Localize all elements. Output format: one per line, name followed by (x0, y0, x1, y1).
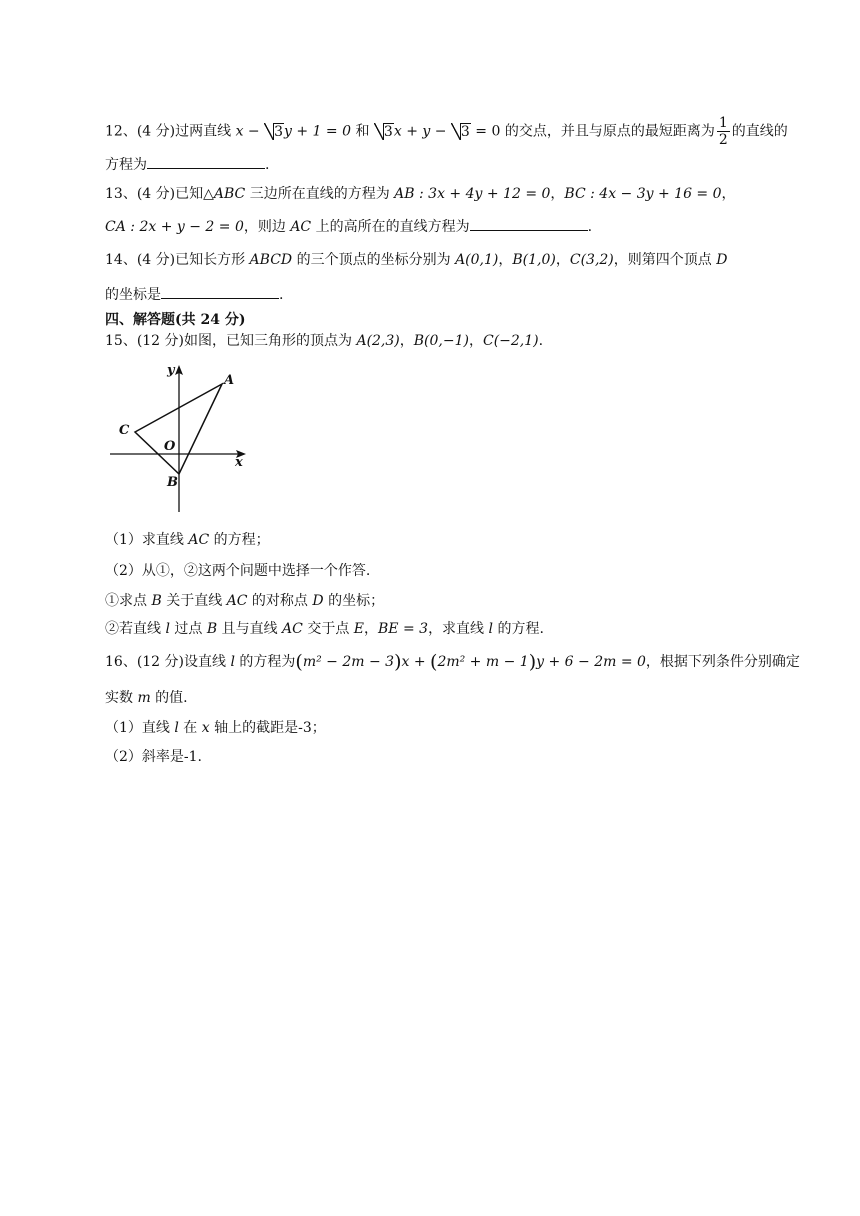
label-c: C (119, 423, 130, 438)
q12-sqrt: 3 (451, 122, 471, 142)
q15-end: . (538, 333, 544, 349)
q15-sep2: ， (468, 333, 483, 349)
q15-point-b: B(0,−1) (413, 333, 469, 349)
q12-fraction: $\frac{1}{2}$ (718, 115, 728, 148)
q13-mid: 三边所在直线的方程为 (245, 186, 395, 202)
q16-prefix: 16、(12 分)设直线 (105, 654, 231, 670)
q15-opt2-b: 过点 (169, 621, 207, 637)
q13-triangle: △ABC (203, 186, 246, 202)
q16-part1-a: （1）直线 (105, 720, 175, 736)
q15-option1 (105, 591, 384, 611)
q15-opt2-h: 的方程. (493, 621, 544, 637)
q15-line1 (105, 331, 543, 351)
section-heading: 四、解答题(共 24 分) (105, 312, 246, 328)
q15-opt2-be: BE = 3 (378, 621, 429, 637)
q14-sep1: ， (498, 252, 513, 268)
q14-line2 (105, 284, 283, 305)
q14-point-d: D (716, 252, 728, 268)
q15-option2 (105, 619, 544, 639)
q12-and: 和 (351, 123, 374, 140)
q16-coef1: m² − 2m − 3 (302, 654, 395, 670)
q13-tail: 上的高所在的直线方程为 (311, 219, 470, 235)
q15-opt2-bv: B (206, 621, 218, 637)
q15-opt1-a: ①求点 (105, 593, 152, 609)
q15-opt2-g: ，求直线 (428, 621, 489, 637)
q13-line2 (105, 216, 592, 237)
q13-sep: ， (550, 186, 565, 202)
label-x: x (235, 455, 243, 470)
q15-prefix: 15、(12 分)如图，已知三角形的顶点为 (105, 333, 357, 349)
q13-mid2: ，则边 (243, 219, 291, 235)
q14-line2-text: 的坐标是 (105, 287, 161, 303)
q16-part2: （2）斜率是-1. (105, 749, 202, 765)
q15-opt1-d: D (312, 593, 324, 609)
q16-m: m (137, 690, 151, 706)
q16-part1-x: x (201, 720, 210, 736)
q15-opt2-l2: l (488, 621, 493, 637)
q15-opt1-e: 的坐标； (323, 593, 385, 609)
q15-opt1-b-var: B (151, 593, 162, 609)
q15-opt2-c: 且与直线 (217, 621, 283, 637)
q12-mid: 的交点，并且与原点的最短距离为 (500, 123, 715, 140)
q16-part1-c: 轴上的截距是-3； (209, 720, 326, 736)
q14-sep2: ， (555, 252, 570, 268)
q16-line2 (105, 688, 188, 708)
q15-opt1-c: 的对称点 (247, 593, 313, 609)
q12-eq1-tail: y + 1 = 0 (284, 123, 352, 140)
q15-part1-b: 的方程； (209, 532, 270, 548)
q16-x: x + (401, 654, 431, 670)
q12-line1 (105, 115, 788, 148)
q13-ca-eq: CA : 2x + y − 2 = 0 (105, 219, 244, 235)
q15-opt2-f: ， (364, 621, 379, 637)
q16-tail: ，根据下列条件分别确定 (645, 654, 800, 670)
q14-mid: 的三个顶点的坐标分别为 (292, 252, 456, 268)
q13-answer-blank[interactable] (470, 216, 588, 231)
q15-opt1-ac: AC (226, 593, 248, 609)
q16-line2-b: 的值. (150, 690, 188, 706)
q15-point-c: C(−2,1) (482, 333, 539, 349)
q14-end: . (279, 287, 284, 303)
triangle-figure (105, 362, 255, 517)
label-y: y (167, 363, 175, 378)
q12-line2 (105, 154, 269, 175)
q12-eq2-part: x + y − (393, 123, 451, 140)
q16-part1-l: l (174, 720, 179, 736)
q15-sep1: ， (399, 333, 414, 349)
q12-tail: 的直线的 (731, 123, 788, 140)
q15-opt2-e: E (353, 621, 365, 637)
q16-part1 (105, 718, 326, 738)
q12-eq2-tail: = 0 (470, 123, 501, 140)
q14-answer-blank[interactable] (161, 284, 279, 299)
q15-part1-a: （1）求直线 (105, 532, 189, 548)
q12-sqrt: 3 (264, 122, 284, 142)
q13-prefix: 13、(4 分)已知 (105, 186, 204, 202)
q14-tail: ，则第四个顶点 (613, 252, 717, 268)
q12-end: . (265, 157, 270, 173)
q15-point-a: A(2,3) (356, 333, 400, 349)
q16-part1-b: 在 (178, 720, 202, 736)
q12-prefix: 12、(4 分)过两直线 (105, 123, 232, 140)
q14-line1 (105, 250, 727, 270)
q13-end: . (587, 219, 593, 235)
q16-mid: 的方程为 (234, 654, 296, 670)
q14-prefix: 14、(4 分)已知长方形 (105, 252, 250, 268)
q14-abcd: ABCD (249, 252, 293, 268)
q15-part1-ac: AC (188, 532, 210, 548)
label-a: A (224, 373, 235, 388)
q16-coef2: 2m² + m − 1 (437, 654, 529, 670)
q15-opt1-b: 关于直线 (161, 593, 227, 609)
q15-opt2-ac: AC (282, 621, 303, 637)
q16-eq-tail: y + 6 − 2m = 0 (536, 654, 646, 670)
q13-line1 (105, 184, 736, 204)
q16-line2-a: 实数 (105, 690, 138, 706)
q15-opt2-d: 交于点 (302, 621, 354, 637)
q14-point-c: C(3,2) (569, 252, 614, 268)
q12-sqrt: 3 (374, 122, 394, 142)
q12-eq1-part: x − (235, 123, 265, 140)
q15-opt2-a: ②若直线 (105, 621, 166, 637)
q13-ab-eq: AB : 3x + 4y + 12 = 0 (394, 186, 551, 202)
label-b: B (167, 475, 178, 490)
q13-sep2: ， (721, 186, 736, 202)
label-o: O (164, 439, 176, 454)
q15-part1 (105, 530, 270, 550)
q16-line1: 16、(12 分)设直线 l 的方程为(m² − 2m − 3)x + (2m² + m − 1)y + 6 − 2m = 0，根据下列条件分别确定 (105, 651, 800, 673)
q16-l: l (230, 654, 235, 670)
q12-answer-blank[interactable] (147, 154, 265, 169)
q13-bc-eq: BC : 4x − 3y + 16 = 0 (564, 186, 722, 202)
q15-opt2-l: l (165, 621, 170, 637)
q15-part2: （2）从①，②这两个问题中选择一个作答. (105, 563, 371, 579)
q14-point-a: A(0,1) (455, 252, 499, 268)
q13-ac: AC (290, 219, 312, 235)
q14-point-b: B(1,0) (512, 252, 556, 268)
q12-line2-text: 方程为 (105, 157, 147, 173)
